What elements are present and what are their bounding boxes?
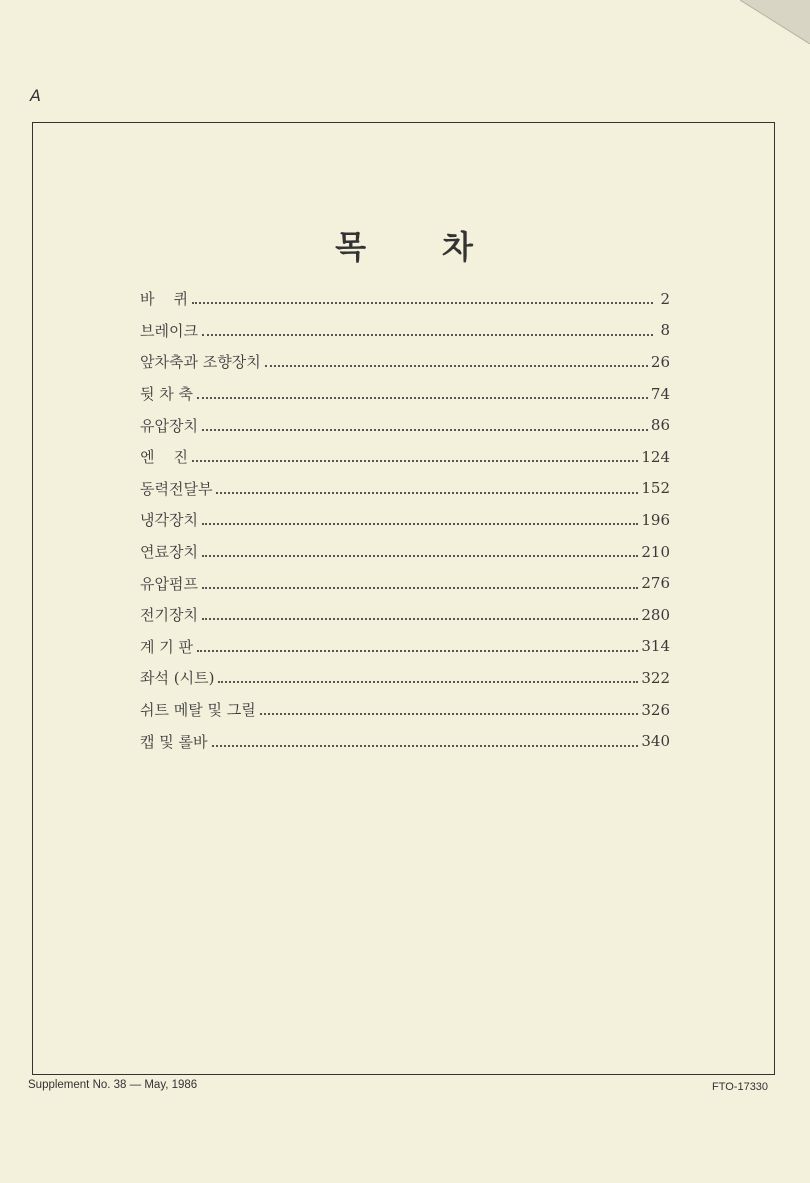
- dot-leader: [197, 649, 638, 652]
- toc-item-title: 전기장치: [140, 606, 198, 625]
- toc-item-title: 냉각장치: [140, 511, 198, 530]
- toc-item-page: 196: [641, 510, 670, 529]
- toc-item: [140, 694, 670, 726]
- toc-item-page: 314: [641, 637, 670, 656]
- toc-item-title: 연료장치: [140, 543, 198, 562]
- toc-item-page: 152: [641, 479, 670, 498]
- dot-leader: [197, 396, 648, 399]
- dot-leader: [192, 301, 653, 304]
- toc-item: [140, 378, 670, 410]
- toc-item: [140, 504, 670, 536]
- toc-item-title: 앞차축과 조향장치: [140, 353, 261, 372]
- toc-item-page: 2: [660, 289, 670, 308]
- toc-item: [140, 662, 670, 694]
- toc-item-title: 동력전달부: [140, 479, 213, 498]
- document-code: FTO-17330: [712, 1081, 769, 1093]
- toc-item-page: 276: [641, 574, 670, 593]
- dot-leader: [202, 554, 638, 557]
- toc-item: [140, 567, 670, 599]
- toc-item-page: 326: [641, 700, 670, 719]
- toc-item: [140, 346, 670, 378]
- page-letter: A: [30, 86, 41, 105]
- title-first-char: 목: [335, 228, 368, 266]
- toc-item-page: 74: [650, 384, 670, 403]
- toc-item-title: 좌석 (시트): [140, 669, 215, 688]
- toc-item-page: 322: [641, 668, 670, 687]
- title-second-char: 차: [442, 228, 475, 266]
- page-title: [0, 222, 810, 268]
- toc-item-title: 유압펌프: [140, 574, 198, 593]
- table-of-contents: [140, 283, 670, 757]
- dot-leader: [202, 522, 638, 525]
- dot-leader: [265, 364, 648, 367]
- toc-item-title: 브레이크: [140, 321, 198, 340]
- dot-leader: [260, 712, 639, 715]
- toc-item-page: 26: [650, 352, 670, 371]
- toc-item: [140, 599, 670, 631]
- dot-leader: [218, 680, 638, 683]
- dot-leader: [216, 491, 638, 494]
- toc-item-title: 엔 진: [140, 448, 189, 467]
- toc-item-title: 바 퀴: [140, 290, 189, 309]
- toc-item: [140, 725, 670, 757]
- toc-item-title: 캡 및 롤바: [140, 732, 208, 751]
- toc-item-page: 124: [641, 447, 670, 466]
- toc-item-title: 계 기 판: [140, 637, 194, 656]
- supplement-note: Supplement No. 38 — May, 1986: [28, 1079, 198, 1091]
- toc-item: [140, 283, 670, 315]
- dot-leader: [202, 586, 638, 589]
- toc-item-title: 유압장치: [140, 416, 198, 435]
- toc-item-page: 8: [660, 321, 670, 340]
- toc-item-page: 340: [641, 732, 670, 751]
- toc-item: [140, 536, 670, 568]
- toc-item: [140, 473, 670, 505]
- toc-item-title: 뒷 차 축: [140, 385, 194, 404]
- toc-item-page: 280: [641, 605, 670, 624]
- toc-item: [140, 315, 670, 347]
- toc-item: [140, 631, 670, 663]
- toc-item: [140, 409, 670, 441]
- toc-item: [140, 441, 670, 473]
- page-corner-fold: [740, 0, 810, 44]
- toc-item-page: 210: [641, 542, 670, 561]
- toc-item-title: 쉬트 메탈 및 그릴: [140, 701, 256, 720]
- dot-leader: [202, 428, 648, 431]
- dot-leader: [212, 744, 639, 747]
- dot-leader: [202, 333, 653, 336]
- dot-leader: [202, 617, 638, 620]
- dot-leader: [192, 459, 638, 462]
- toc-item-page: 86: [650, 416, 670, 435]
